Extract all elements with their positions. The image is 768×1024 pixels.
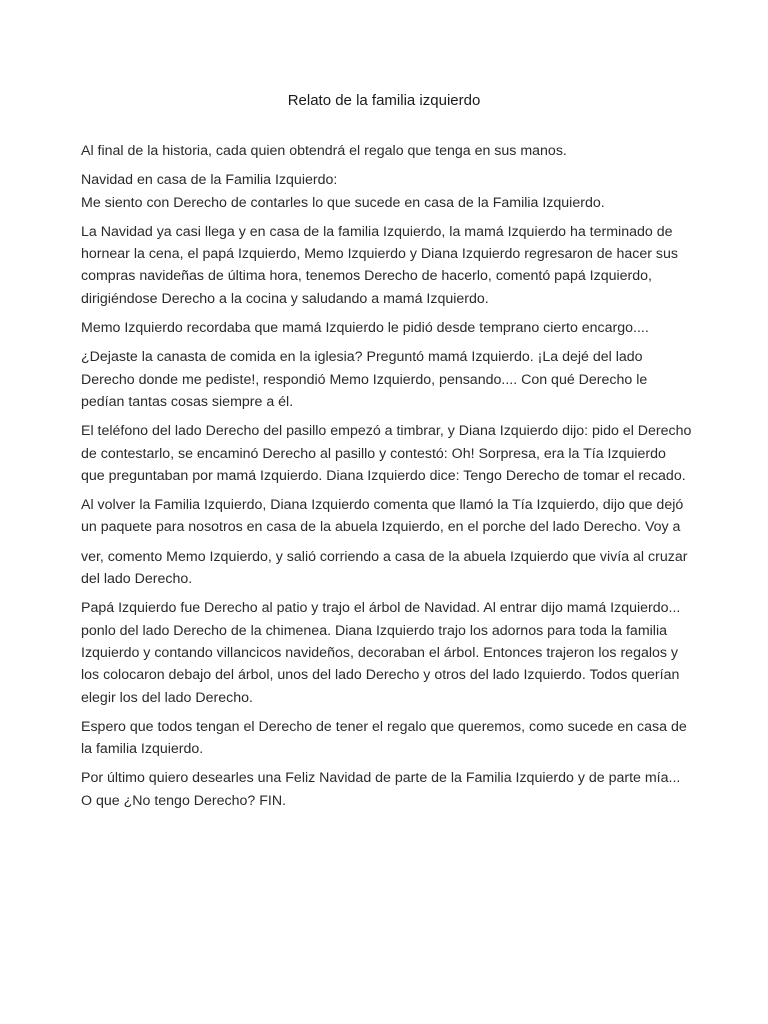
- document-title: Relato de la familia izquierdo: [287, 92, 481, 109]
- paragraph-closing: Por último quiero desearles una Feliz Navidad de parte de la Familia Izquierdo y de parte mía... O que ¿No tengo Derecho? FIN.: [81, 770, 681, 809]
- paragraph-wish: Espero que todos tengan el Derecho de tener el regalo que queremos, como sucede en casa de la familia Izquierdo.: [81, 718, 687, 758]
- paragraph-opening: Me siento con Derecho de contarles lo que sucede en casa de la Familia Izquierdo.: [81, 194, 605, 211]
- paragraph-phone: El teléfono del lado Derecho del pasillo empezó a timbrar, y Diana Izquierdo dijo: pido el Derecho de contestarlo, se encaminó Derecho al pasillo y contestó: Oh! Sorpresa, era la Tía Izquierdo que preguntaban por mamá Izquierdo. Diana Izquierdo dice: Tengo Derecho de tomar el recado.: [81, 423, 692, 484]
- paragraph-basket: ¿Dejaste la canasta de comida en la iglesia? Preguntó mamá Izquierdo. ¡La dejé del lado Derecho donde me pediste!, respondió Memo Izquierdo, pensando.... Con qué Derecho le pedían tantas cosas siempre a él.: [81, 349, 648, 410]
- paragraph-memo-remembers: Memo Izquierdo recordaba que mamá Izquierdo le pidió desde temprano cierto encargo....: [81, 320, 649, 337]
- document-body: [81, 140, 693, 819]
- paragraph-memo-runs: ver, comento Memo Izquierdo, y salió corriendo a casa de la abuela Izquierdo que vivía al cruzar del lado Derecho.: [81, 548, 688, 588]
- paragraph-tree: Papá Izquierdo fue Derecho al patio y trajo el árbol de Navidad. Al entrar dijo mamá Izquierdo... ponlo del lado Derecho de la chimenea. Diana Izquierdo trajo los adornos para toda la familia Izquierdo y contando villancicos navideños, decoraban el árbol. Entonces trajeron los regalos y los colocaron debajo del árbol, unos del lado Derecho y otros del lado Izquierdo. Todos querían elegir los del lado Derecho.: [81, 600, 681, 706]
- paragraph-intro: Al final de la historia, cada quien obtendrá el regalo que tenga en sus manos.: [81, 143, 567, 159]
- paragraph-heading: Navidad en casa de la Familia Izquierdo:: [81, 172, 338, 189]
- paragraph-package: Al volver la Familia Izquierdo, Diana Izquierdo comenta que llamó la Tía Izquierdo, dijo que dejó un paquete para nosotros en casa de la abuela Izquierdo, en el porche del lado Derecho. Voy a: [81, 497, 684, 536]
- paragraph-christmas-arrival: La Navidad ya casi llega y en casa de la familia Izquierdo, la mamá Izquierdo ha terminado de hornear la cena, el papá Izquierdo, Memo Izquierdo y Diana Izquierdo regresaron de hacer sus compras navideñas de última hora, tenemos Derecho de hacerlo, comentó papá Izquierdo, dirigiéndose Derecho a la cocina y saludando a mamá Izquierdo.: [81, 223, 679, 307]
